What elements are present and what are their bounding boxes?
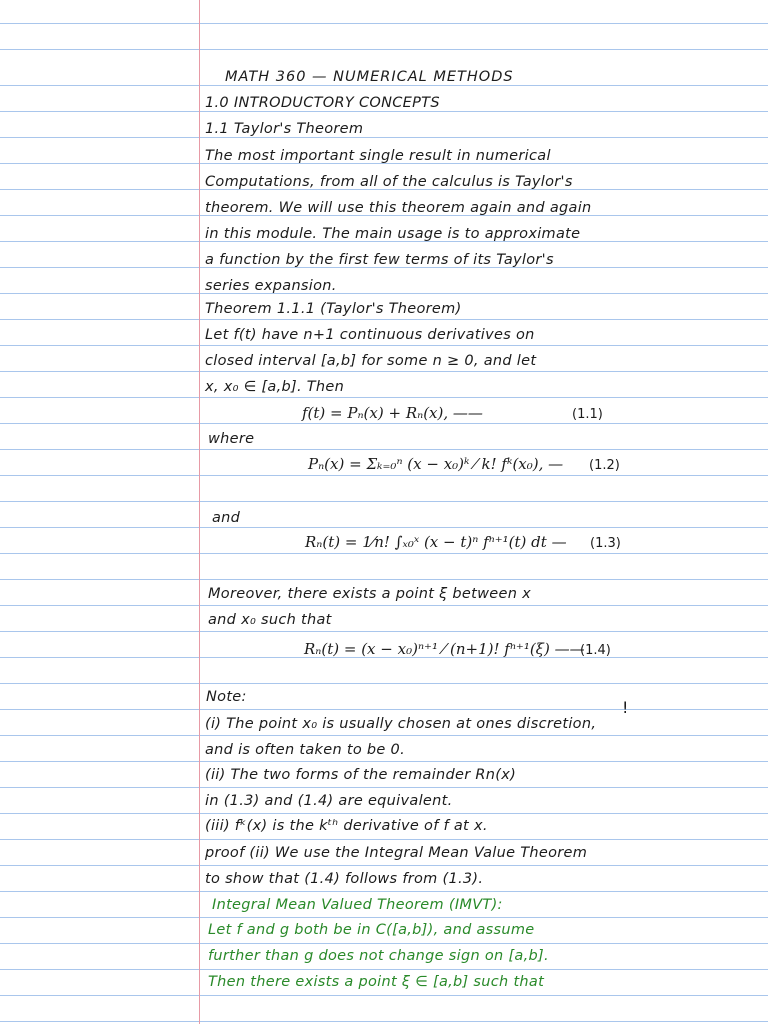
text-line: x, x₀ ∈ [a,b]. Then bbox=[205, 379, 345, 395]
imvt-text-line: Let f and g both be in C([a,b]), and assume bbox=[208, 922, 535, 938]
stray-mark: ! bbox=[622, 698, 629, 717]
text-line: proof (ii) We use the Integral Mean Value Theorem bbox=[205, 845, 588, 861]
equation-number: (1.3) bbox=[590, 536, 621, 551]
text-line: and is often taken to be 0. bbox=[205, 742, 405, 758]
equation-1-1: f(t) = Pₙ(x) + Rₙ(x), —— bbox=[302, 404, 483, 422]
margin-line bbox=[199, 0, 200, 1024]
text-line: where bbox=[208, 431, 255, 447]
text-line: closed interval [a,b] for some n ≥ 0, and let bbox=[205, 353, 537, 369]
page-title: MATH 360 — NUMERICAL METHODS bbox=[225, 69, 514, 85]
subsection-heading: 1.1 Taylor's Theorem bbox=[205, 121, 364, 137]
imvt-heading: Integral Mean Valued Theorem (IMVT): bbox=[212, 897, 503, 913]
text-line: and x₀ such that bbox=[208, 612, 332, 628]
text-line: theorem. We will use this theorem again and again bbox=[205, 200, 592, 216]
note-heading: Note: bbox=[206, 689, 247, 705]
equation-number: (1.1) bbox=[572, 407, 603, 422]
section-heading: 1.0 INTRODUCTORY CONCEPTS bbox=[205, 95, 440, 111]
text-line: (i) The point x₀ is usually chosen at ones discretion, bbox=[205, 716, 597, 732]
equation-number: (1.4) bbox=[580, 643, 611, 658]
text-line: Computations, from all of the calculus is Taylor's bbox=[205, 174, 573, 190]
equation-number: (1.2) bbox=[589, 458, 620, 473]
text-line: (iii) fᵏ(x) is the kᵗʰ derivative of f at x. bbox=[205, 818, 488, 834]
text-line: The most important single result in numerical bbox=[205, 148, 551, 164]
equation-1-4: Rₙ(t) = (x − x₀)ⁿ⁺¹ ⁄ (n+1)! fⁿ⁺¹(ξ) —— bbox=[304, 640, 585, 658]
text-line: in (1.3) and (1.4) are equivalent. bbox=[205, 793, 453, 809]
text-line: and bbox=[212, 510, 241, 526]
imvt-text-line: further than g does not change sign on [a,b]. bbox=[208, 948, 549, 964]
text-line: Let f(t) have n+1 continuous derivatives on bbox=[205, 327, 535, 343]
equation-1-2: Pₙ(x) = Σₖ₌₀ⁿ (x − x₀)ᵏ ⁄ k! fᵏ(x₀), — bbox=[308, 455, 564, 473]
imvt-text-line: Then there exists a point ξ ∈ [a,b] such that bbox=[208, 974, 545, 990]
theorem-heading: Theorem 1.1.1 (Taylor's Theorem) bbox=[205, 301, 462, 317]
equation-1-3: Rₙ(t) = 1⁄n! ∫ₓ₀ˣ (x − t)ⁿ fⁿ⁺¹(t) dt — bbox=[305, 533, 567, 551]
text-line: in this module. The main usage is to approximate bbox=[205, 226, 581, 242]
text-line: (ii) The two forms of the remainder Rn(x) bbox=[205, 767, 517, 783]
text-line: series expansion. bbox=[205, 278, 337, 294]
text-line: to show that (1.4) follows from (1.3). bbox=[205, 871, 484, 887]
text-line: a function by the first few terms of its Taylor's bbox=[205, 252, 554, 268]
text-line: Moreover, there exists a point ξ between x bbox=[208, 586, 531, 602]
